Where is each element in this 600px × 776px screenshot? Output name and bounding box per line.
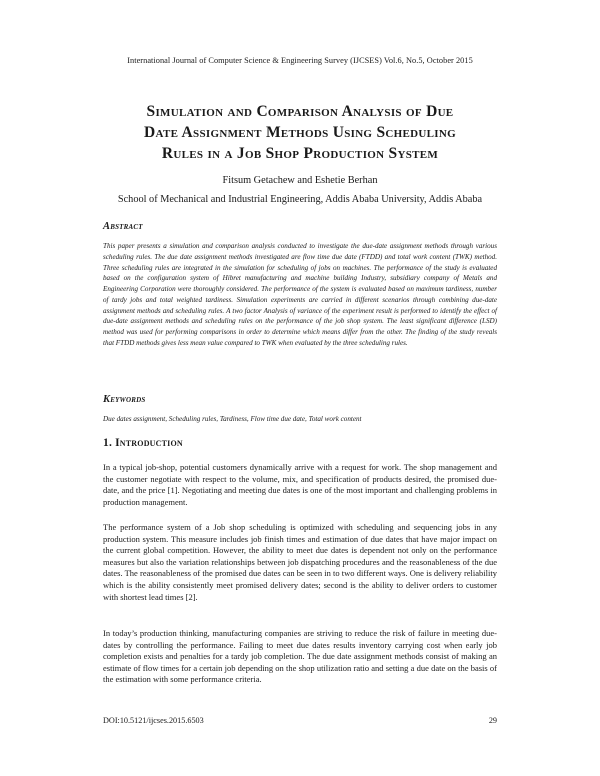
- affiliation: School of Mechanical and Industrial Engineering, Addis Ababa University, Addis Ababa: [117, 194, 483, 205]
- title-line-1: Simulation and Comparison Analysis of Due: [146, 103, 454, 120]
- abstract-text: This paper presents a simulation and comparison analysis conducted to investigate the due-date assignment methods through various scheduling rules. The due date assignment methods investigated are flow time due date (FTDD) and total work content (TWK) method. Three scheduling rules are integrated in the simulation for scheduling of jobs on machines. The performance of the study is evaluated based on the configuration system of Hibret manufacturing and machine building Industry, subsidiary company of Metals and Engineering Corporation were thoroughly considered. The performance of the system is evaluated based on maximum tardiness, number of tardy jobs and total weighted tardiness. Simulation experiments are carried in different scenarios through combining due-date assignment methods and scheduling rules. A two factor Analysis of variance of the experiment result is performed to identify the effect of due-date assignment methods and scheduling rules on the performance of the job shop system. The least significant difference (LSD) method was used for performing comparisons in order to determine which means differ from the other. The finding of the study reveals that FTDD methods gives less mean value compared to TWK when evaluated by the three scheduling rules.: [103, 242, 497, 347]
- title-line-3: Rules in a Job Shop Production System: [161, 145, 439, 162]
- keywords-heading: Keywords: [103, 394, 146, 405]
- abstract-heading: Abstract: [103, 221, 143, 232]
- title-line-2: Date Assignment Methods Using Scheduling: [144, 124, 456, 141]
- doi-footer: DOI:10.5121/ijcses.2015.6503: [103, 716, 204, 725]
- intro-paragraph-3: In today’s production thinking, manufacturing companies are striving to reduce the risk of failure in meeting due-dates by controlling the performance. Failing to meet due dates results inventory carrying cost when early job completion exists and penalties for a tardy job completion. The due date assignment methods consist of making an estimate of flow times for a certain job depending on the shop utilization ratio and setting a due date on the basis of the estimation with some performance criteria.: [103, 628, 497, 685]
- authors: Fitsum Getachew and Eshetie Berhan: [222, 175, 378, 186]
- introduction-heading: 1. Introduction: [103, 437, 183, 449]
- keywords-text: Due dates assignment, Scheduling rules, Tardiness, Flow time due date, Total work content: [103, 415, 362, 423]
- intro-paragraph-2: The performance system of a Job shop scheduling is optimized with scheduling and sequencing jobs in any production system. This measure includes job finish times and estimation of due dates that have major impact on the current global competition. However, the ability to meet due dates is dependent not only on the performance measures but also the variation relationships between job dispatching procedures and the reasonableness of the due dates. The reasonableness of the promised due dates can be seen in to two different ways. One is delivery reliability which is the ability consistently meet promised delivery dates; second is the ability to deliver orders to customer with shortest lead times [2].: [103, 522, 497, 602]
- journal-header: International Journal of Computer Science & Engineering Survey (IJCSES) Vol.6, No.5, October 2015: [127, 56, 473, 65]
- intro-paragraph-1: In a typical job-shop, potential customers dynamically arrive with a request for work. The shop management and the customer negotiate with respect to the volume, mix, and specification of products desired, the promised due-date, and the price [1]. Negotiating and meeting due dates is one of the most important and challenging problems in production management.: [103, 462, 497, 507]
- paper-title: [60, 101, 540, 164]
- page-number: 29: [488, 716, 497, 725]
